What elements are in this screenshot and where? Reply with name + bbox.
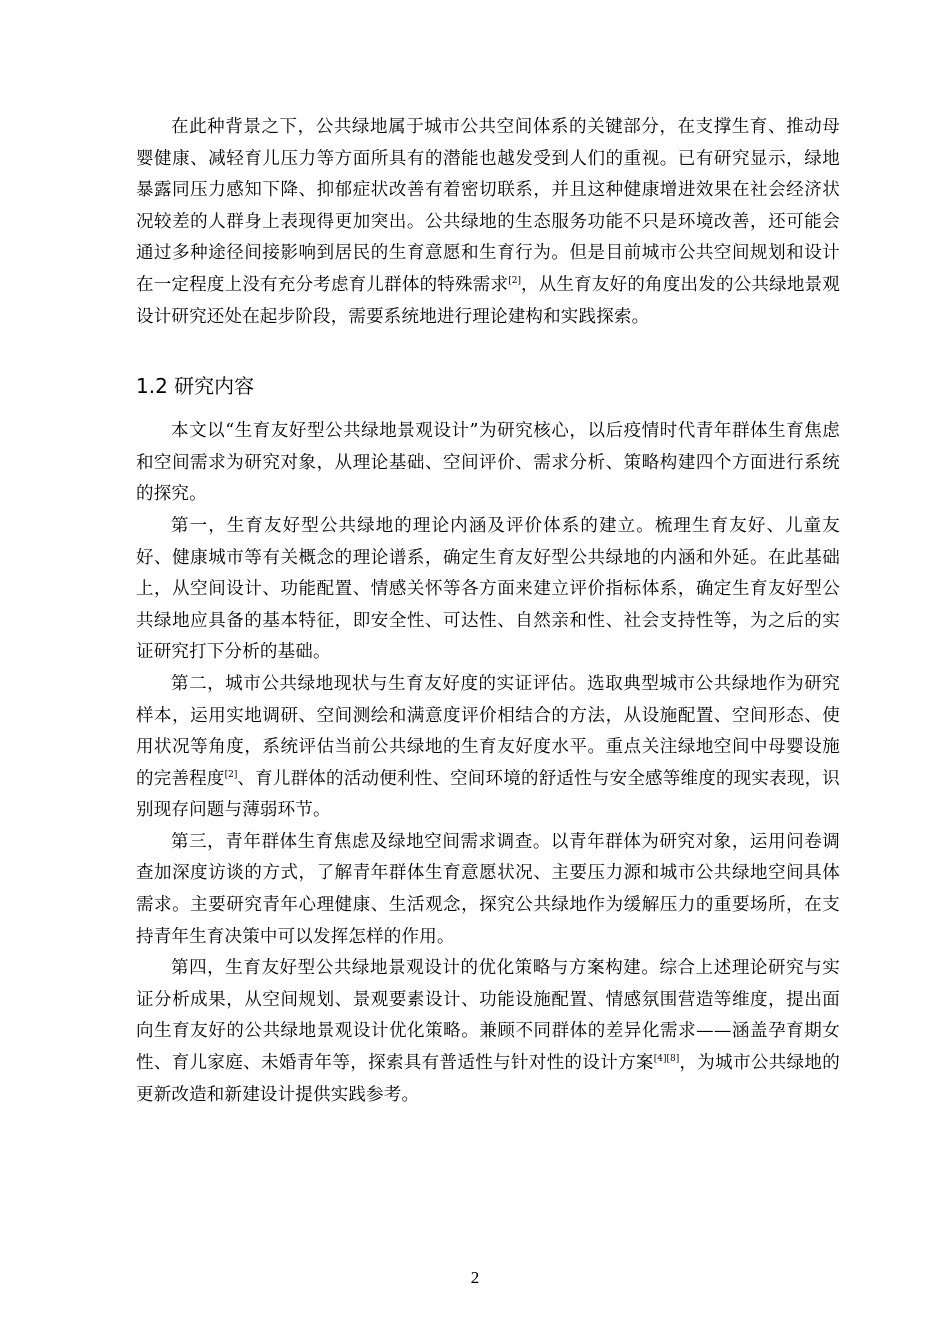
paragraph-third: 第三，青年群体生育焦虑及绿地空间需求调查。以青年群体为研究对象，运用问卷调查加深度访谈的方式，了解青年群体生育意愿状况、主要压力源和城市公共绿地空间具体需求。主要研究青年心理健康、生活观念，探究公共绿地作为缓解压力的重要场所，在支持青年生育决策中可以发挥怎样的作用。 [136, 831, 840, 947]
paragraph-first: 第一，生育友好型公共绿地的理论内涵及评价体系的建立。梳理生育友好、儿童友好、健康城市等有关概念的理论谱系，确定生育友好型公共绿地的内涵和外延。在此基础上，从空间设计、功能配置、情感关怀等各方面来建立评价指标体系，确定生育友好型公共绿地应具备的基本特征，即安全性、可达性、自然亲和性、社会支持性等，为之后的实证研究打下分析的基础。 [136, 515, 840, 663]
page-number: 2 [470, 1268, 480, 1287]
citation-ref: [2] [508, 275, 521, 286]
paragraph-text: ，从生育友好的角度出发的公共绿地景观设计研究还处在起步阶段，需要系统地进行理论建构和实践探索。 [136, 274, 840, 327]
paragraph-text: 第二，城市公共绿地现状与生育友好度的实证评估。选取典型城市公共绿地作为研究样本，运用实地调研、空间测绘和满意度评价相结合的方法，从设施配置、空间形态、使用状况等角度，系统评估当前公共绿地的生育友好度水平。重点关注绿地空间中母婴设施的完善程度 [136, 673, 840, 789]
citation-ref: [4][8] [653, 1054, 680, 1065]
paragraph-intro: 本文以“生育友好型公共绿地景观设计”为研究核心，以后疫情时代青年群体生育焦虑和空间需求为研究对象，从理论基础、空间评价、需求分析、策略构建四个方面进行系统的探究。 [136, 421, 840, 505]
paragraph-background [136, 112, 840, 333]
paragraph-text: 、育儿群体的活动便利性、空间环境的舒适性与安全感等维度的现实表现，识别现存问题与薄弱环节。 [136, 768, 840, 821]
section-heading: 1.2 研究内容 [136, 374, 255, 399]
paragraph-second [136, 669, 840, 827]
paragraph-fourth [136, 953, 840, 1111]
page-body [136, 112, 840, 1111]
paragraph-text: ，为城市公共绿地的更新改造和新建设计提供实践参考。 [136, 1053, 840, 1105]
paragraph-text: 在此种背景之下，公共绿地属于城市公共空间体系的关键部分，在支撑生育、推动母婴健康、减轻育儿压力等方面所具有的潜能也越发受到人们的重视。已有研究显示，绿地暴露同压力感知下降、抑郁症状改善有着密切联系，并且这种健康增进效果在社会经济状况较差的人群身上表现得更加突出。公共绿地的生态服务功能不只是环境改善，还可能会通过多种途径间接影响到居民的生育意愿和生育行为。但是目前城市公共空间规划和设计在一定程度上没有充分考虑育儿群体的特殊需求 [136, 117, 840, 295]
citation-ref: [2] [224, 769, 238, 780]
paragraph-text: 第四，生育友好型公共绿地景观设计的优化策略与方案构建。综合上述理论研究与实证分析成果，从空间规划、景观要素设计、功能设施配置、情感氛围营造等维度，提出面向生育友好的公共绿地景观设计优化策略。兼顾不同群体的差异化需求——涵盖孕育期女性、育儿家庭、未婚青年等，探索具有普适性与针对性的设计方案 [136, 958, 840, 1074]
